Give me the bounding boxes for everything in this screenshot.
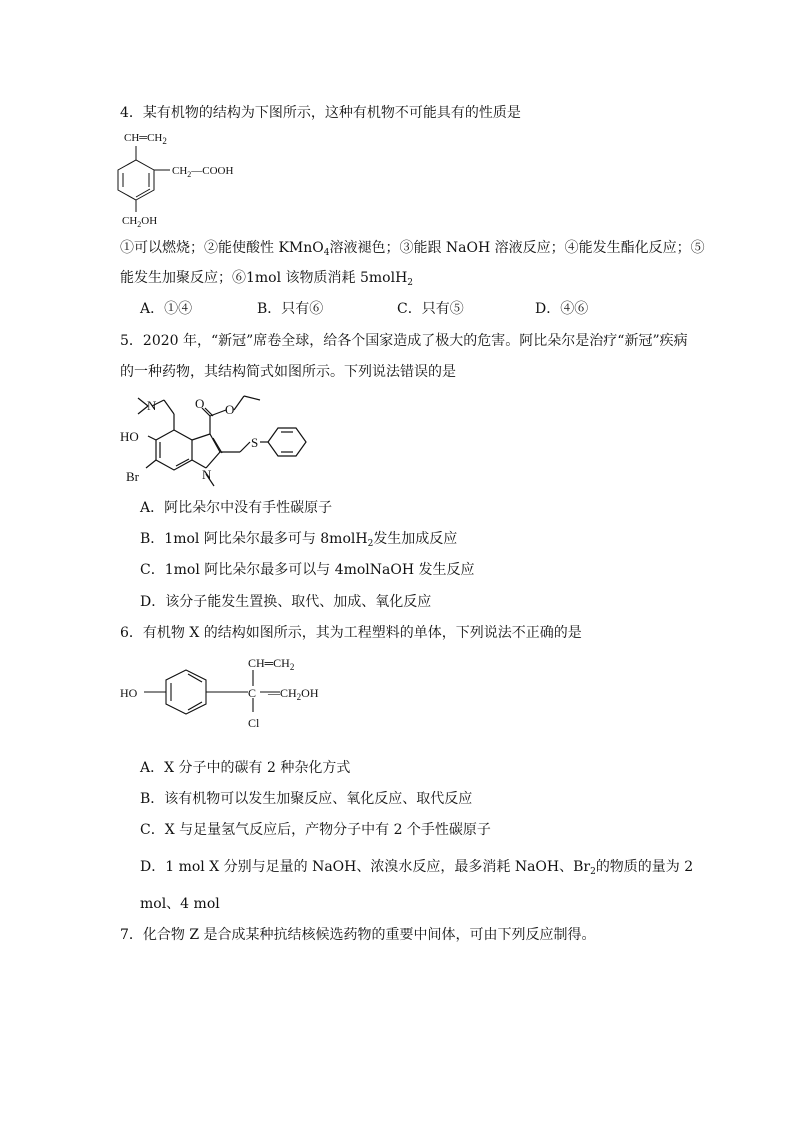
q4-stem: 4．某有机物的结构为下图所示，这种有机物不可能具有的性质是 (120, 105, 521, 121)
q5-n-ring: N (202, 467, 212, 482)
q6-option-a: A．X 分子中的碳有 2 种杂化方式 (140, 760, 351, 776)
q5-stem-line1: 5．2020 年，“新冠”席卷全球，给各个国家造成了极大的危害。阿比朵尔是治疗“新冠”疾病 (120, 333, 688, 349)
q4-structure (118, 126, 268, 229)
q5-ho-label: HO (120, 429, 139, 444)
q5-stem-line2: 的一种药物，其结构简式如图所示。下列说法错误的是 (120, 364, 456, 380)
q6-cl-label: Cl (248, 716, 260, 730)
q5-option-a: A．阿比朵尔中没有手性碳原子 (140, 500, 333, 516)
q6-option-d-line2: mol、4 mol (140, 896, 220, 912)
q5-s-label: S (251, 435, 259, 450)
q4-alcohol-label: $CH_2OH$ (122, 215, 158, 229)
q4-option-c: C．只有⑤ (397, 301, 464, 317)
q6-option-b: B．该有机物可以发生加聚反应、氧化反应、取代反应 (140, 791, 473, 807)
q5-n-amine: N (147, 398, 157, 413)
q5-o-ether: O (225, 402, 235, 417)
q6-option-d-line1: D．1 mol X 分别与足量的 NaOH、浓溴水反应，最多消耗 NaOH、$Br_2$的物质的量为 2 (140, 859, 694, 877)
q7-stem: 7．化合物 Z 是合成某种抗结核候选药物的重要中间体，可由下列反应制得。 (120, 927, 596, 943)
q5-option-d: D．该分子能发生置换、取代、加成、氧化反应 (140, 594, 432, 610)
q6-ho-label: HO (120, 686, 138, 700)
q4-option-d: D．④⑥ (535, 301, 589, 317)
q5-structure (118, 390, 318, 490)
q6-c-label: C (248, 686, 257, 700)
q5-option-c: C．1mol 阿比朵尔最多可以与 4molNaOH 发生反应 (140, 562, 475, 578)
q6-structure (118, 650, 338, 750)
q6-ch2oh-label: $—CH_2OH$ (268, 686, 319, 702)
q6-vinyl-label: $CH═CH_2$ (248, 656, 295, 672)
q4-props-line2: 能发生加聚反应；⑥1mol 该物质消耗 5molH$_2$ (120, 270, 414, 288)
q5-br-label: Br (126, 469, 139, 484)
q6-stem: 6．有机物 X 的结构如图所示，其为工程塑料的单体，下列说法不正确的是 (120, 625, 582, 641)
q6-option-c: C．X 与足量氢气反应后，产物分子中有 2 个手性碳原子 (140, 822, 491, 838)
q4-vinyl-label: $CH═CH_2$ (124, 132, 167, 146)
q5-option-b: B．1mol 阿比朵尔最多可与 8molH$_2$发生加成反应 (140, 531, 458, 549)
q5-o-carbonyl: O (195, 396, 205, 411)
q4-acid-label: $CH_2—COOH$ (172, 165, 234, 179)
q4-props-line1: ①可以燃烧；②能使酸性 KMnO$_4$溶液褪色；③能跟 NaOH 溶液反应；④能发生酯化反应；⑤ (120, 240, 705, 258)
q4-option-a: A．①④ (140, 301, 193, 317)
q4-option-b: B．只有⑥ (257, 301, 324, 317)
